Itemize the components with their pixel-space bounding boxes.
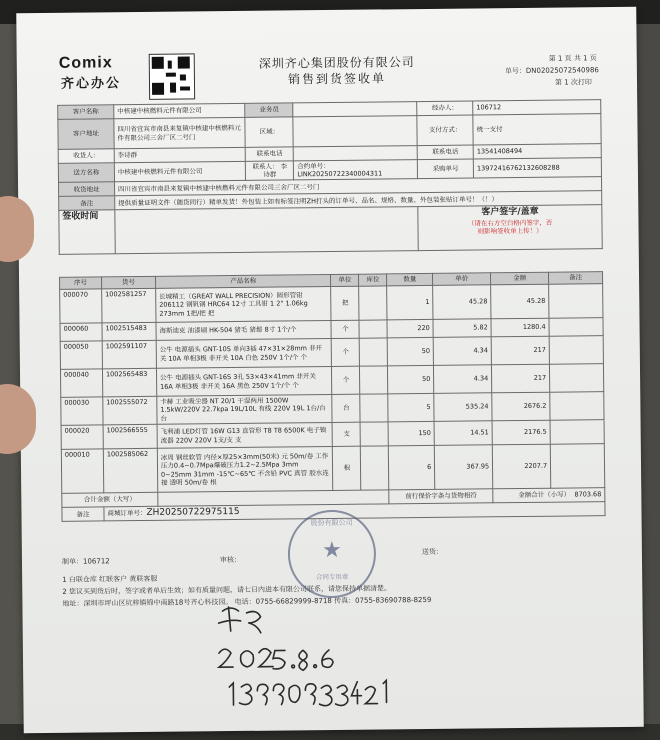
item-name: 公牛 电源插头 GNT-10S 单向3插 47×31×28mm 非开关 10A 单相3极 非开关 10A 白色 250V 1个/个 个 bbox=[156, 338, 332, 368]
items-header-6: 单价 bbox=[433, 273, 491, 286]
handwriting bbox=[16, 7, 644, 733]
item-seq: 000050 bbox=[60, 341, 102, 369]
customer-sign-note2: 则影响签收单上传！） bbox=[477, 226, 543, 236]
item-unit: 台 bbox=[332, 394, 360, 422]
sign-time-label: 签收时间 bbox=[59, 210, 115, 255]
item-seq: 000060 bbox=[60, 323, 102, 341]
item-price: 45.28 bbox=[433, 285, 491, 320]
item-code: 1002515483 bbox=[102, 322, 156, 341]
item-qty: 1 bbox=[387, 285, 433, 319]
remark: 提供质量证明文件（随货同行）精单发货！外包装上如有标签注明ZH打头的订单号、品名、规格、数量、外包装张贴订单号！（！） bbox=[115, 191, 602, 210]
item-qty: 5 bbox=[388, 393, 434, 421]
payment-label: 支付方式： bbox=[417, 115, 473, 146]
item-unit: 个 bbox=[332, 338, 360, 366]
item-name: 冰周 钢丝软管 内径×厚25×3mm(50米) 元 50m/卷 工作压力0.4~0.7Mpa爆破压力1.2~2.5Mpa 3mm 0~25mm 31mm -15℃~65℃ 不含铅 PVC 真管 胶水连接 透明 50m/卷 根 bbox=[157, 446, 333, 492]
tel-label: 联系电话 bbox=[246, 147, 294, 162]
remark-row-label: 备注 bbox=[62, 507, 104, 522]
item-unit: 根 bbox=[333, 446, 361, 490]
item-price: 14.51 bbox=[434, 421, 492, 446]
item-amount: 2676.2 bbox=[492, 392, 550, 421]
item-name: 卡赫 工业吸尘器 NT 20/1 干湿两用 1500W 1.5kW/220V 22.7kpa 19L/10L 有线 220V 19L 1台/台 台 bbox=[157, 394, 333, 424]
item-unit: 个 bbox=[331, 320, 359, 338]
maker: 制单：106712 bbox=[61, 557, 110, 566]
shipto-label: 送方名称 bbox=[58, 163, 114, 183]
item-code: 1002591107 bbox=[102, 340, 156, 369]
item-unit: 把 bbox=[331, 286, 359, 320]
contact-label: 联系人： 李诗群 bbox=[246, 161, 294, 181]
receiver: 李诗群 bbox=[114, 147, 246, 162]
manager: 106712 bbox=[473, 100, 601, 115]
item-qty: 6 bbox=[389, 445, 435, 489]
item-seq: 000070 bbox=[60, 289, 102, 323]
order-no: 单号：DN02025072540986 bbox=[504, 66, 599, 76]
items-header-5: 数量 bbox=[387, 273, 433, 285]
item-seq: 000040 bbox=[60, 369, 102, 397]
item-amount: 217 bbox=[492, 364, 550, 393]
payment-method: 统一支付 bbox=[473, 114, 601, 145]
item-qty: 50 bbox=[388, 337, 434, 365]
items-header-0: 序号 bbox=[60, 277, 102, 289]
company-name: 深圳齐心集团股份有限公司 bbox=[258, 55, 415, 71]
item-seq: 000010 bbox=[61, 449, 103, 493]
item-unit: 个 bbox=[332, 366, 360, 394]
region-label: 区域： bbox=[245, 117, 293, 148]
customer-sign-note1: （请在右方空白格内签字，否 bbox=[467, 218, 553, 228]
item-price: 4.34 bbox=[434, 365, 492, 394]
recv-addr: 四川省宜宾市南县来复镇中核建中核燃料元件有限公司三舍厂区二号门 bbox=[114, 177, 601, 196]
manager-label: 经办人： bbox=[417, 101, 473, 116]
customer-sign-label: 客户签字/盖章 bbox=[481, 207, 539, 218]
items-header-4: 库位 bbox=[359, 274, 387, 286]
item-code: 1002581257 bbox=[102, 288, 156, 323]
address-label: 客户地址 bbox=[58, 119, 114, 150]
item-code: 1002566555 bbox=[103, 424, 157, 449]
purchase-no: 13972416762132608288 bbox=[473, 158, 601, 179]
items-header-1: 货号 bbox=[101, 276, 155, 289]
recv-addr-label: 收货地址 bbox=[59, 182, 115, 197]
item-qty: 220 bbox=[387, 319, 433, 337]
total-small-label: 前行保价字条与货物相符 bbox=[389, 489, 493, 504]
item-code: 1002585062 bbox=[103, 448, 157, 493]
document-title: 销售到货签收单 bbox=[287, 71, 387, 87]
item-amount: 217 bbox=[491, 336, 549, 365]
item-code: 1002555072 bbox=[103, 396, 157, 425]
item-name: 长城精工（GREAT WALL PRECISION）圆形管钳 206112 钢钒钢 HRC64 12寸 工具钳 1 2" 1.06kg 273mm 1把/把 把 bbox=[156, 286, 332, 322]
item-amount: 2207.7 bbox=[492, 444, 550, 489]
item-amount: 1280.4 bbox=[491, 318, 549, 337]
item-qty: 150 bbox=[388, 421, 434, 445]
purchase-order: 商城订单号：ZH20250722975115 bbox=[104, 502, 605, 521]
item-name: 海斯迪克 油漆刷 HK-504 猪毛 猪鬃 8寸 1个/个 bbox=[156, 320, 332, 340]
footer-note2: 2 您议买到货后时，签字或者单后生效；如有质量问题，请七日内进本有限公司联系，请您保持单据清楚。 bbox=[62, 584, 392, 596]
receiver-label: 收货人： bbox=[58, 149, 114, 164]
customer-name: 中核建中核燃料元件有限公司 bbox=[114, 103, 246, 118]
footer-note1: 1 白联仓库 红联客户 黄联客服 bbox=[62, 574, 158, 584]
handwritten-phone bbox=[229, 680, 386, 706]
reviewer: 审核： bbox=[219, 555, 242, 565]
print-count: 第 1 次打印 bbox=[554, 78, 592, 87]
item-amount: 2176.5 bbox=[492, 420, 550, 445]
items-header-8: 备注 bbox=[549, 272, 603, 285]
item-code: 1002565483 bbox=[102, 368, 156, 397]
tel: 13541408494 bbox=[473, 144, 601, 159]
department-label: 业务员 bbox=[245, 103, 293, 118]
purchase-label: 采购单号 bbox=[418, 159, 474, 179]
item-seq: 000020 bbox=[61, 425, 103, 449]
items-header-2: 产品名称 bbox=[155, 274, 331, 288]
remark-label: 备注 bbox=[59, 196, 115, 211]
item-price: 5.82 bbox=[433, 319, 491, 338]
company-seal: 股份有限公司 ★ 合同专用章 bbox=[287, 510, 376, 599]
handwritten-signature bbox=[218, 607, 260, 633]
tel-label-2: 联系电话 bbox=[432, 148, 459, 157]
comix-logo: Comix bbox=[58, 54, 113, 72]
item-unit: 支 bbox=[333, 422, 361, 446]
handwritten-date bbox=[219, 648, 333, 671]
customer-address: 四川省宜宾市南县来复镇中核建中核燃料元件有限公司三舍厂区二号门 bbox=[114, 117, 246, 148]
items-header-3: 单位 bbox=[331, 274, 359, 286]
star-icon: ★ bbox=[321, 537, 342, 564]
page-info: 第 1 页 共 1 页 bbox=[548, 54, 597, 63]
contract: 合约单号： LINK20250722340004311 bbox=[294, 160, 418, 181]
item-name: 公牛 电源插头 GNT-16S 3孔 53×43×41mm 非开关 16A 单相3极 非开关 16A 黑色 250V 1个/个 个 bbox=[156, 366, 332, 396]
item-price: 4.34 bbox=[433, 337, 491, 366]
total-caps-label: 合计金额（大写） bbox=[62, 492, 158, 507]
receipt-paper bbox=[16, 7, 644, 733]
item-price: 367.95 bbox=[435, 445, 493, 490]
items-header-7: 金额 bbox=[491, 272, 549, 285]
item-price: 535.24 bbox=[434, 393, 492, 422]
footer-address: 地址：深圳市坪山区坑梓镇锦中南路18号齐心科技园。 电话：0755-66829999-8718 传真：0755-83690788-8259 bbox=[62, 595, 432, 608]
customer-name-label: 客户名称 bbox=[58, 105, 114, 120]
item-qty: 50 bbox=[388, 365, 434, 393]
item-name: 飞利浦 LED灯管 16W G13 直管形 T8 T8 6500K 电子镇流器 220V 220V 1支/支 支 bbox=[157, 422, 333, 448]
item-amount: 45.28 bbox=[491, 284, 549, 319]
sender: 送货： bbox=[421, 547, 443, 557]
total-small: 金额合计（小写） 8703.68 bbox=[493, 488, 605, 503]
shipto: 中核建中核燃料元件有限公司 bbox=[114, 161, 246, 182]
comix-logo-cn: 齐心办公 bbox=[60, 76, 122, 92]
item-seq: 000030 bbox=[61, 397, 103, 425]
